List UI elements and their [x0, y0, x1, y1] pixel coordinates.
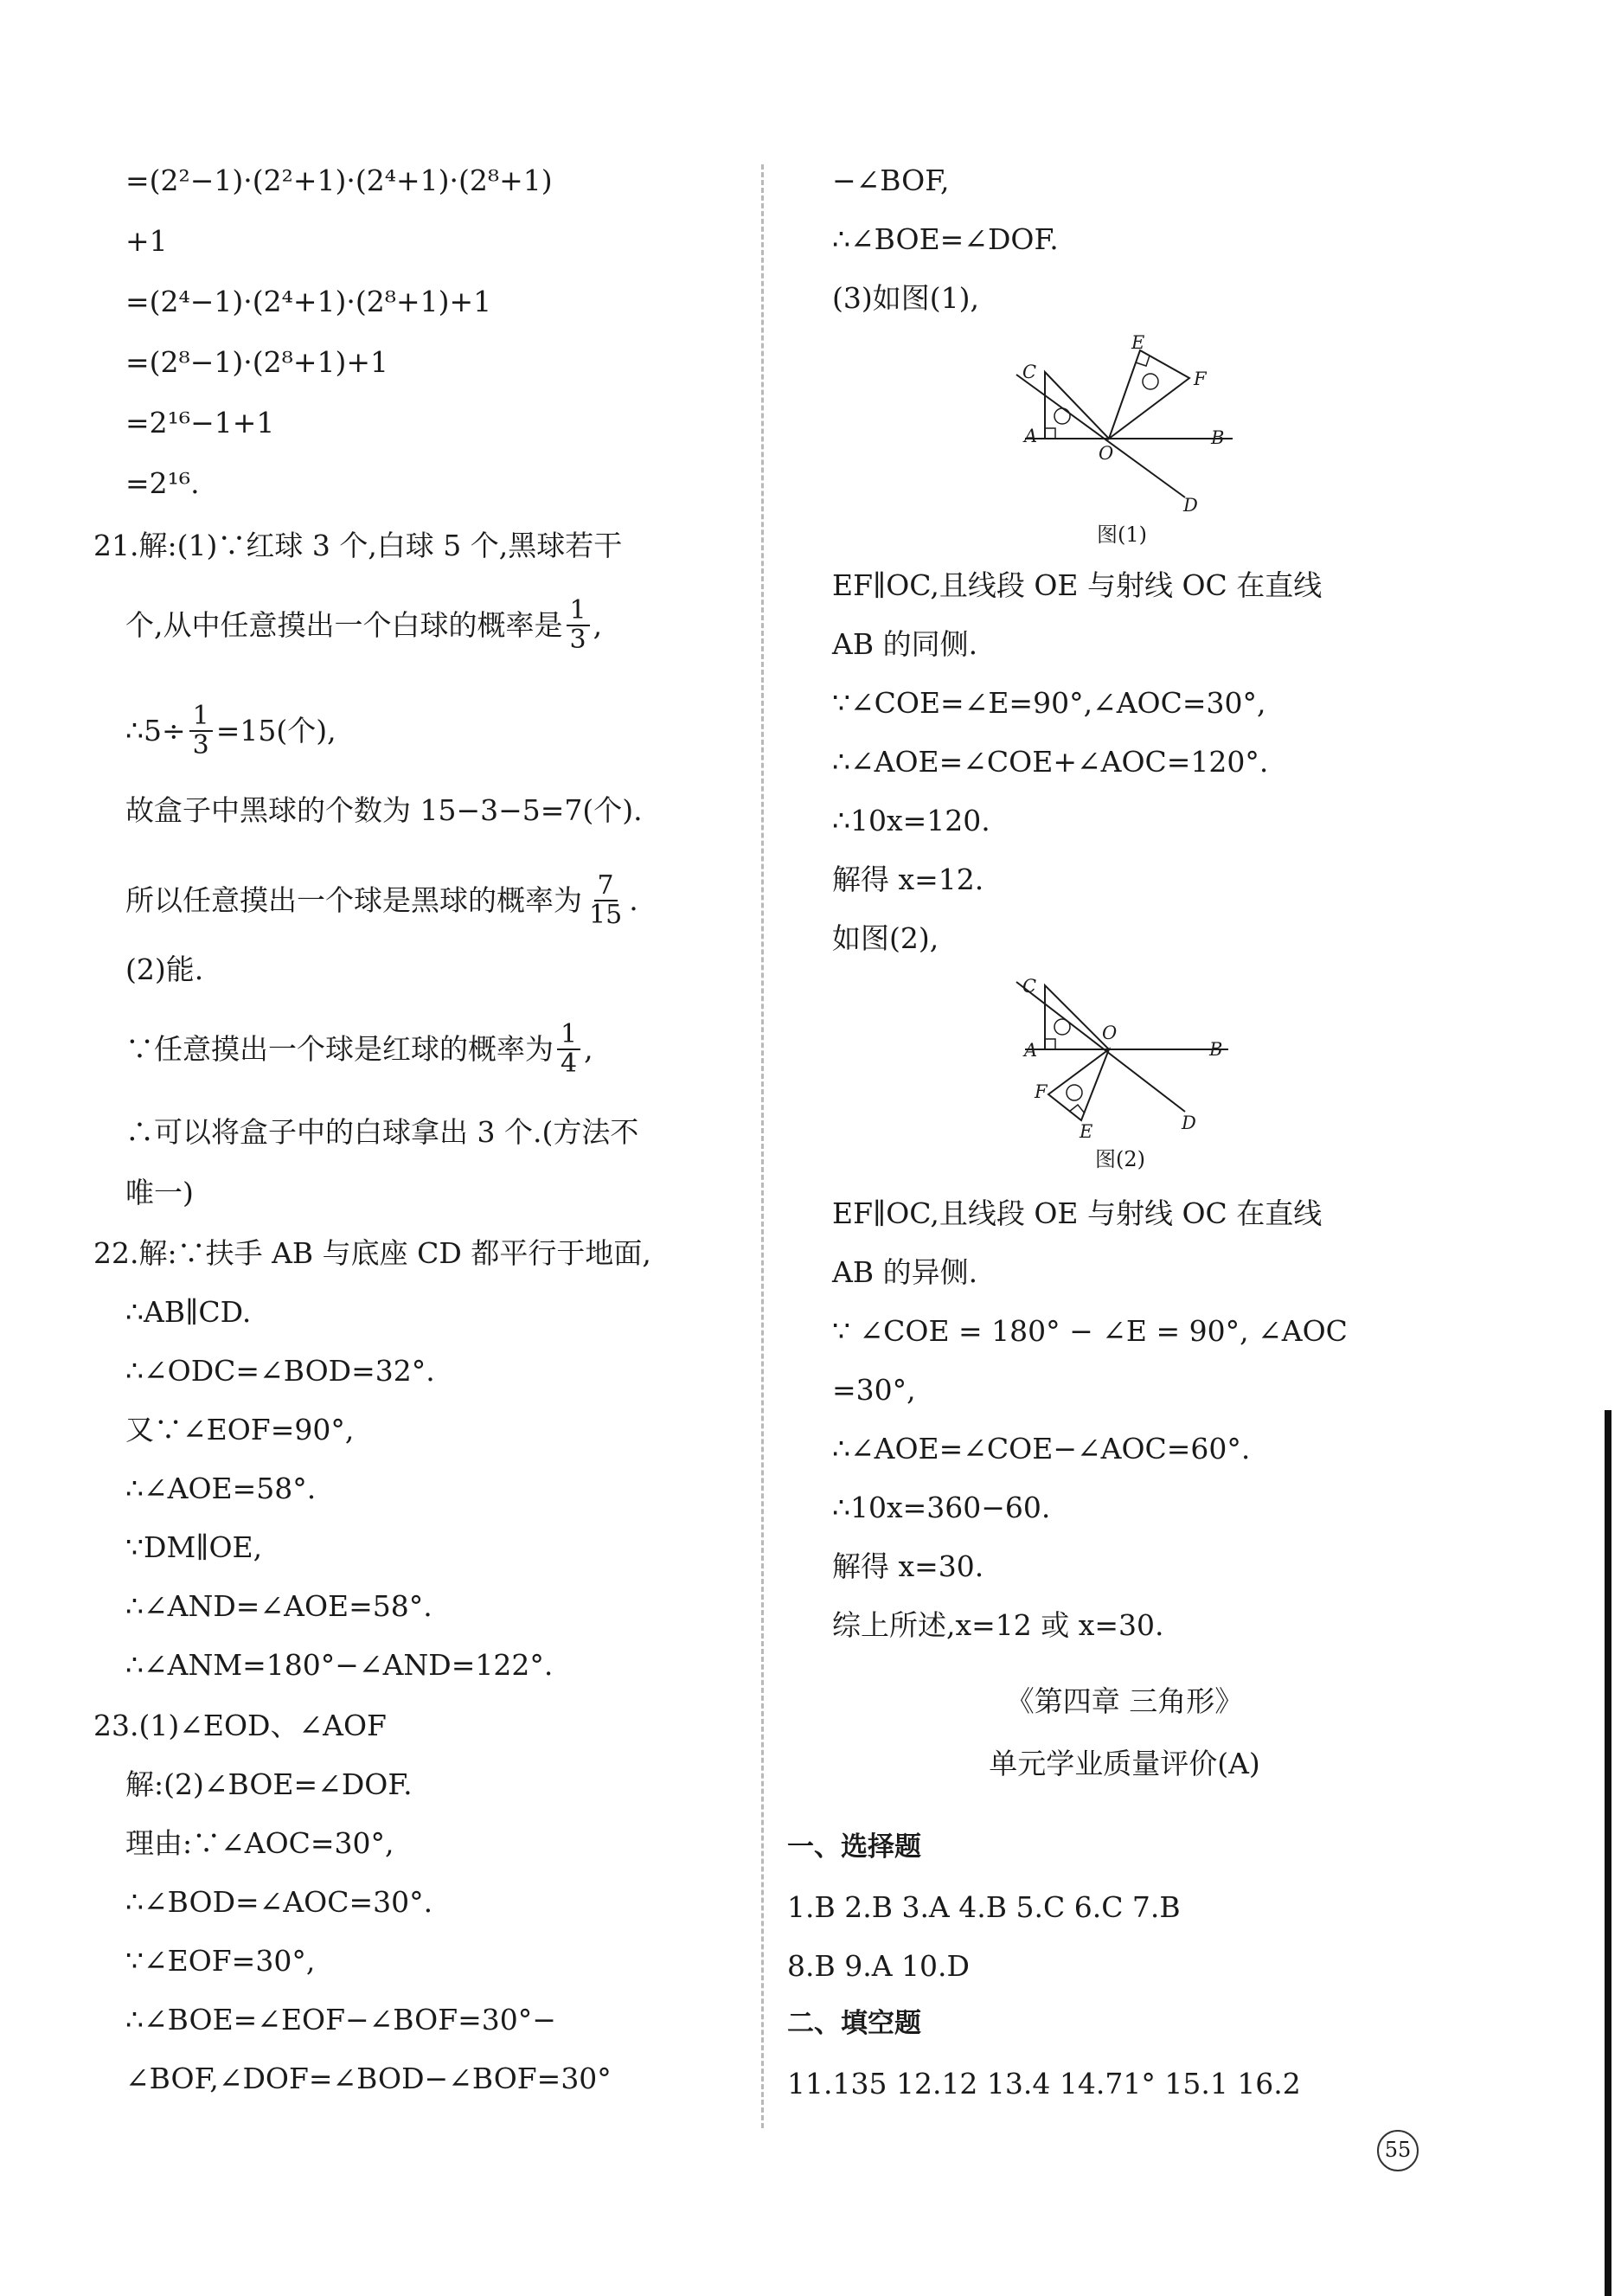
text-line: ∴∠BOE=∠DOF.: [832, 222, 1059, 256]
figure-1: [1012, 333, 1237, 515]
text-line: ∵∠EOF=30°,: [125, 1944, 316, 1978]
text-line: ∴∠AOE=58°.: [125, 1472, 317, 1505]
text-line: 综上所述,x=12 或 x=30.: [832, 1608, 1164, 1642]
text-line: 解得 x=30.: [832, 1549, 984, 1583]
label-a: A: [1024, 426, 1038, 446]
answer-line: 8.B 9.A 10.D: [787, 1949, 970, 1983]
text-line: ∵DM∥OE,: [125, 1530, 263, 1564]
fraction: [567, 597, 590, 653]
answer-line: 11.135 12.12 13.4 14.71° 15.1 16.2: [787, 2067, 1301, 2100]
text-line: ∴10x=360−60.: [832, 1491, 1051, 1524]
label-o: O: [1102, 1023, 1118, 1043]
text-segment: 所以任意摸出一个球是黑球的概率为: [125, 883, 582, 917]
text-segment: =15(个),: [215, 714, 336, 747]
label-e: E: [1131, 333, 1145, 353]
figure-2-caption: 图(2): [1095, 1147, 1145, 1171]
text-segment: 个,从中任意摸出一个白球的概率是: [125, 608, 563, 642]
label-d: D: [1183, 495, 1198, 515]
text-line: +1: [125, 224, 168, 258]
text-line: (3)如图(1),: [832, 281, 979, 315]
text-line: ∵任意摸出一个球是红球的概率为 $\frac{1}{4}$ ,: [125, 1019, 593, 1079]
denominator: 15: [589, 899, 623, 930]
label-c: C: [1022, 976, 1037, 997]
question-23: 23.(1)∠EOD、∠AOF: [93, 1709, 387, 1742]
label-f: F: [1035, 1081, 1048, 1102]
question-22: 22.解:∵扶手 AB 与底座 CD 都平行于地面,: [93, 1236, 651, 1270]
section-heading: 一、选择题: [787, 1831, 921, 1863]
text-line: ∴∠AND=∠AOE=58°.: [125, 1589, 432, 1623]
label-c: C: [1022, 362, 1037, 382]
text-line: 所以任意摸出一个球是黑球的概率为 $\frac{7}{15}$ .: [125, 870, 638, 930]
numerator: 1: [567, 597, 590, 626]
text-line: ∴∠ANM=180°−∠AND=122°.: [125, 1648, 554, 1682]
column-divider: [761, 164, 764, 2128]
text-line: ∵ ∠COE = 180° − ∠E = 90°, ∠AOC: [832, 1314, 1348, 1348]
text-line: ∴10x=120.: [832, 804, 990, 837]
text-line: ∴∠BOD=∠AOC=30°.: [125, 1885, 433, 1919]
fraction: [189, 702, 213, 759]
label-d: D: [1182, 1113, 1196, 1133]
text-line: =(2²−1)·(2²+1)·(2⁴+1)·(2⁸+1): [125, 164, 553, 197]
fraction: [557, 1021, 580, 1077]
text-line: EF∥OC,且线段 OE 与射线 OC 在直线: [832, 568, 1323, 602]
label-f: F: [1194, 369, 1207, 389]
text-line: 解得 x=12.: [832, 863, 984, 896]
text-line: ∴∠ODC=∠BOD=32°.: [125, 1354, 435, 1388]
label-e: E: [1080, 1121, 1093, 1142]
text-line: EF∥OC,且线段 OE 与射线 OC 在直线: [832, 1196, 1323, 1230]
text-line: (2)能.: [125, 952, 204, 986]
text-line: 个,从中任意摸出一个白球的概率是 $\frac{1}{3}$ ,: [125, 595, 603, 655]
text-line: ∵∠COE=∠E=90°,∠AOC=30°,: [832, 686, 1266, 720]
text-segment: ∵任意摸出一个球是红球的概率为: [125, 1032, 554, 1066]
text-line: 唯一): [125, 1176, 194, 1209]
text-line: AB 的异侧.: [832, 1255, 978, 1289]
text-line: =(2⁸−1)·(2⁸+1)+1: [125, 345, 389, 379]
text-line: ∴∠AOE=∠COE−∠AOC=60°.: [832, 1432, 1251, 1465]
numerator: 1: [557, 1021, 580, 1050]
text-line: =2¹⁶.: [125, 466, 200, 500]
text-line: 如图(2),: [832, 921, 939, 955]
text-line: 理由:∵∠AOC=30°,: [125, 1826, 394, 1860]
text-line: ∴∠BOE=∠EOF−∠BOF=30°−: [125, 2003, 556, 2036]
text-line: ∴∠AOE=∠COE+∠AOC=120°.: [832, 745, 1269, 779]
chapter-title: 《第四章 三角形》: [1005, 1684, 1244, 1718]
label-a: A: [1024, 1040, 1038, 1061]
text-line: =30°,: [832, 1373, 916, 1407]
text-line: −∠BOF,: [832, 164, 950, 197]
numerator: 7: [594, 872, 618, 901]
figure-2: [1012, 973, 1237, 1146]
page-edge: [1605, 1410, 1611, 2296]
denominator: 4: [561, 1048, 578, 1079]
text-line: AB 的同侧.: [832, 627, 978, 661]
page-number: 55: [1377, 2130, 1419, 2171]
text-line: 又∵∠EOF=90°,: [125, 1413, 355, 1446]
text-line: ∴可以将盒子中的白球拿出 3 个.(方法不: [125, 1115, 639, 1149]
denominator: 3: [569, 624, 586, 655]
numerator: 1: [189, 702, 213, 732]
answer-line: 1.B 2.B 3.A 4.B 5.C 6.C 7.B: [787, 1890, 1181, 1924]
text-line: =2¹⁶−1+1: [125, 406, 275, 439]
text-line: [125, 702, 336, 759]
text-segment: ∴5÷: [125, 714, 186, 747]
text-line: 解:(2)∠BOE=∠DOF.: [125, 1767, 413, 1801]
label-b: B: [1209, 1039, 1223, 1060]
label-b: B: [1211, 427, 1225, 448]
text-line: 故盒子中黑球的个数为 15−3−5=7(个).: [125, 793, 643, 827]
fraction: [586, 872, 625, 928]
figure-1-caption: 图(1): [1097, 523, 1147, 547]
text-line: =(2⁴−1)·(2⁴+1)·(2⁸+1)+1: [125, 285, 492, 318]
section-heading: 二、填空题: [787, 2008, 921, 2039]
question-21: 21.解:(1)∵红球 3 个,白球 5 个,黑球若干: [93, 529, 623, 562]
text-line: ∴AB∥CD.: [125, 1295, 252, 1329]
label-o: O: [1099, 443, 1114, 464]
unit-title: 单元学业质量评价(A): [989, 1747, 1260, 1780]
denominator: 3: [192, 729, 209, 760]
text-line: ∠BOF,∠DOF=∠BOD−∠BOF=30°: [125, 2062, 612, 2095]
